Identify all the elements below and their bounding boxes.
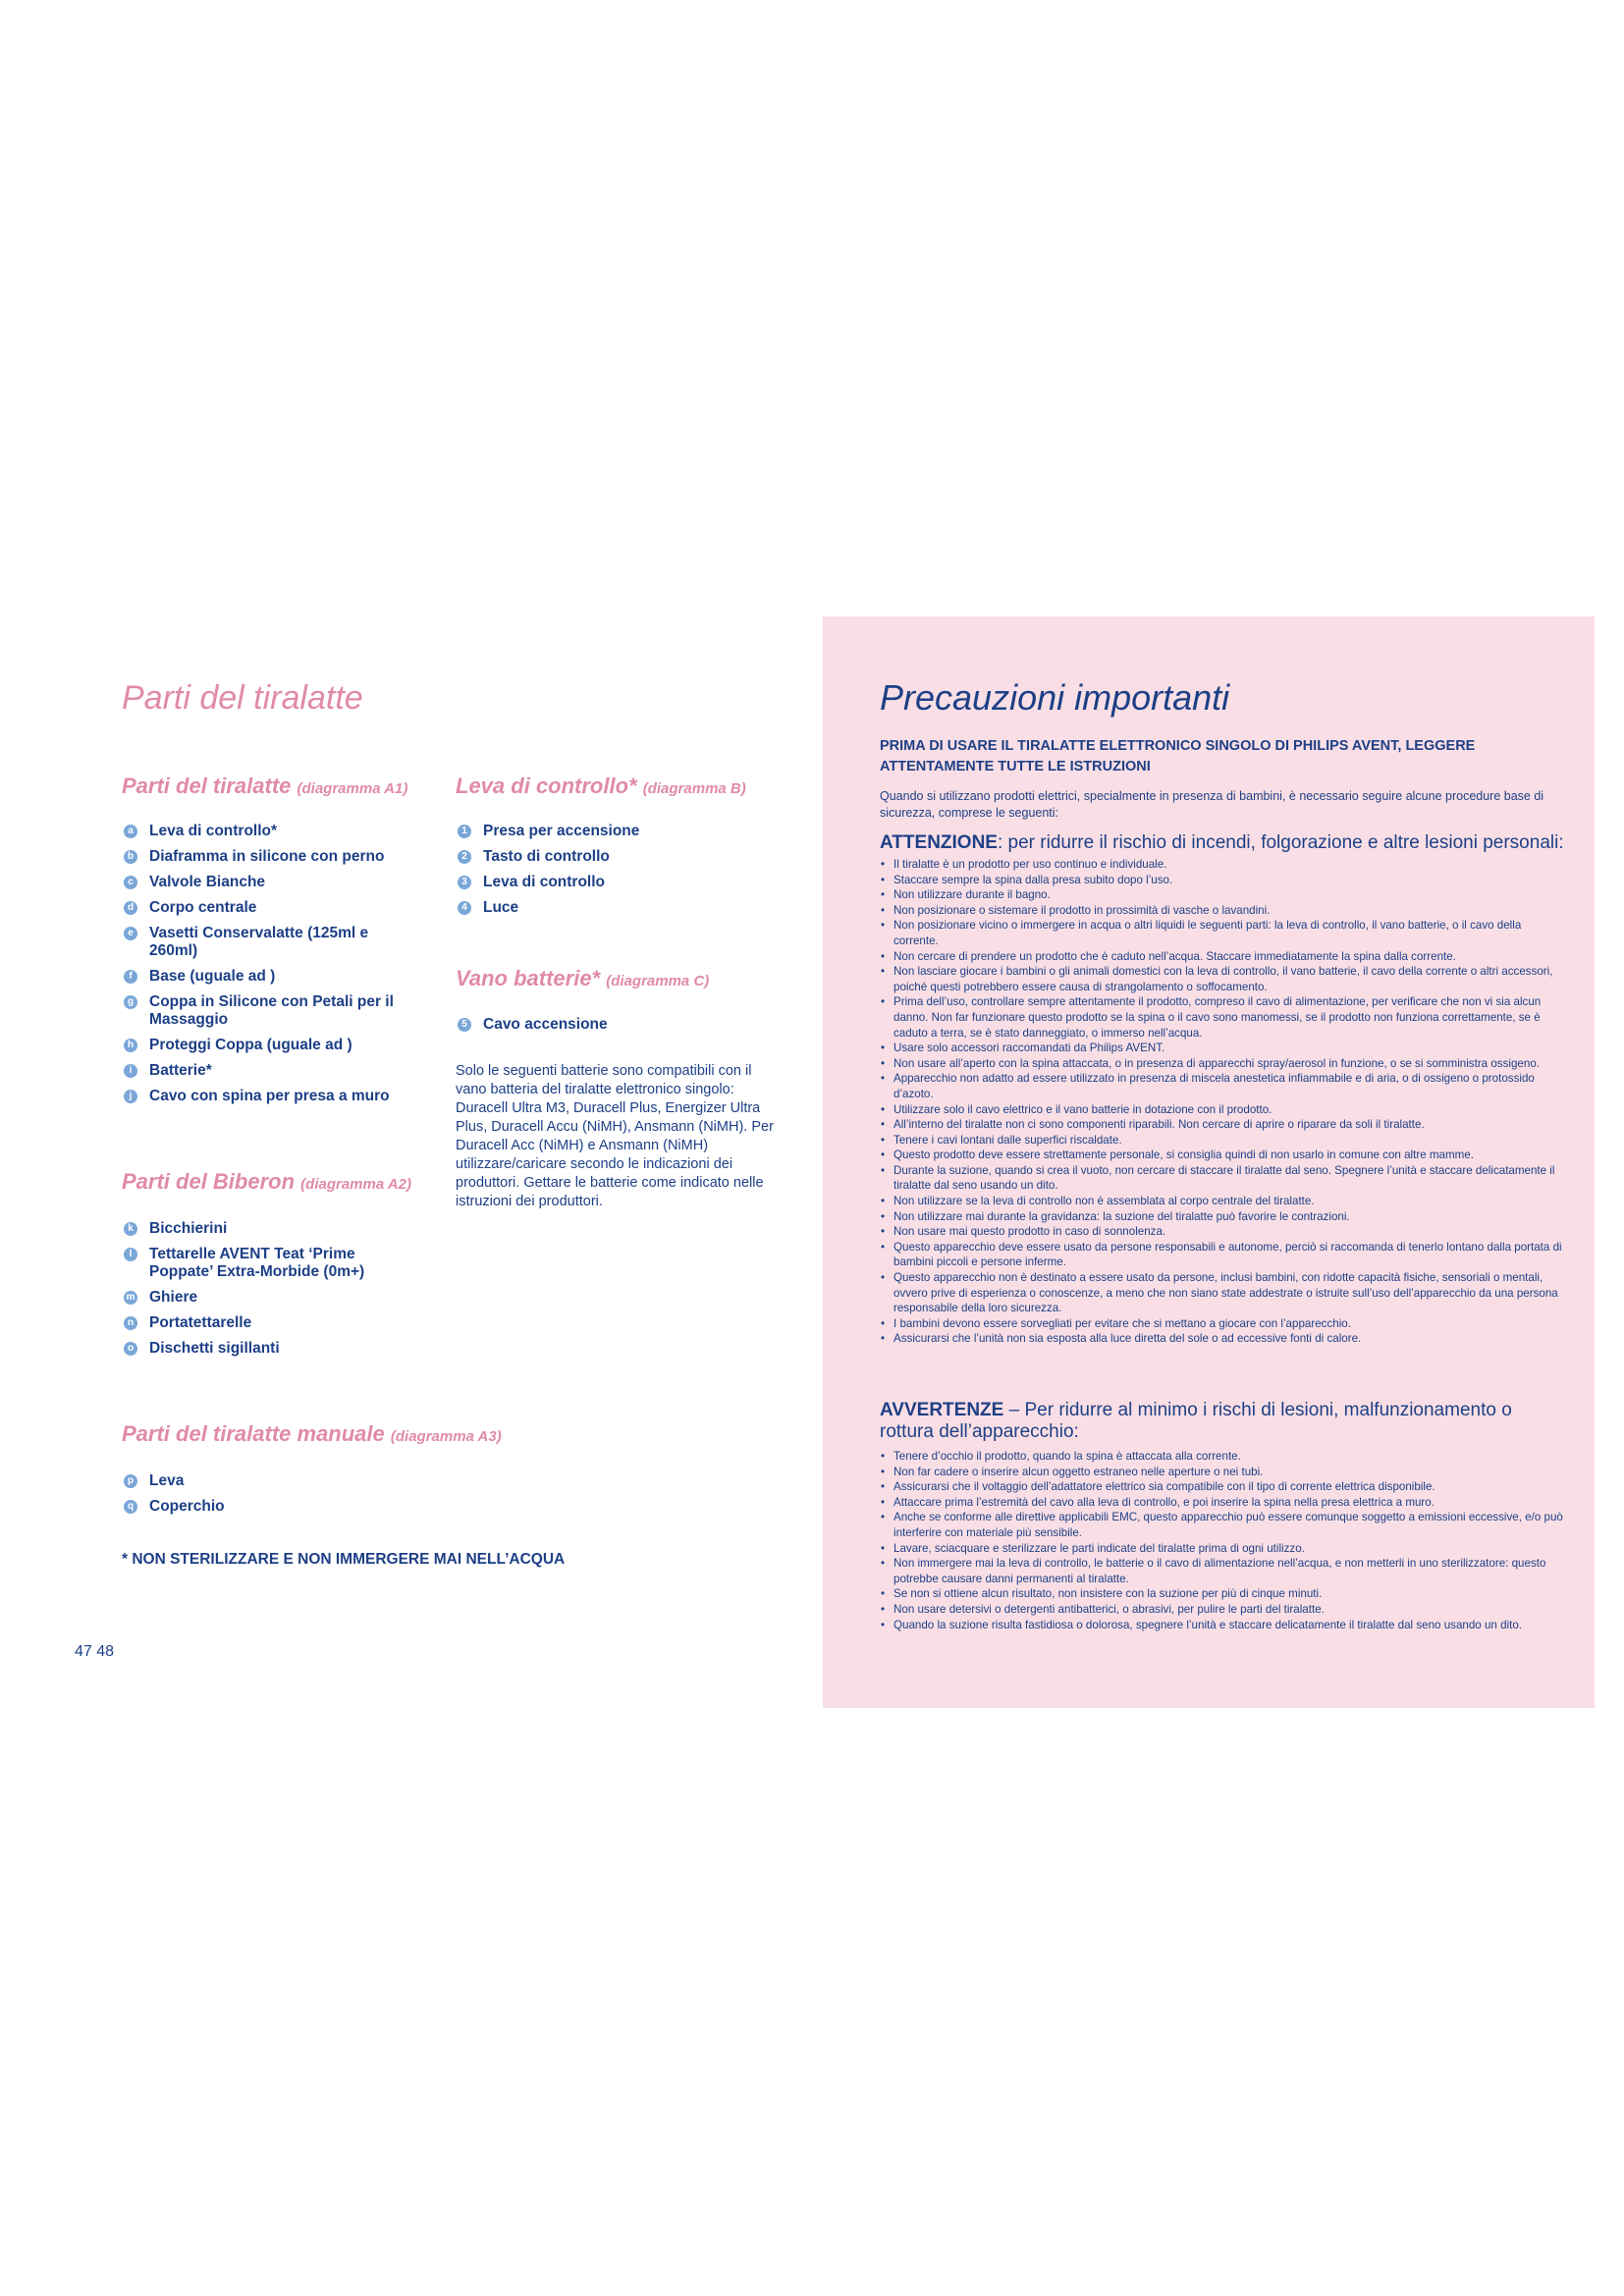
letter-bullet-icon: e	[124, 927, 137, 940]
battery-compartment-title-text: Vano batterie*	[456, 966, 601, 990]
list-item	[124, 1062, 418, 1080]
list-item-label: Tettarelle AVENT Teat ‘Prime Poppate’ Extra-Morbide (0m+)	[149, 1246, 365, 1280]
letter-bullet-icon: g	[124, 995, 137, 1009]
list-item: • Staccare sempre la spina dalla presa subito dopo l’uso.	[880, 873, 1567, 888]
battery-compartment-title	[456, 966, 709, 991]
list-item: • Questo apparecchio non è destinato a essere usato da persone, inclusi bambini, con ridotte capacità fisiche, sensoriali o mentali, ovvero prive di esperienza o conoscenze, a meno che non siano state addestrate o istruite sull’uso dell’apparecchio da una persona responsabile della loro sicurezza.	[880, 1270, 1567, 1316]
list-item: • Prima dell’uso, controllare sempre attentamente il prodotto, compreso il cavo di alimentazione, per verificare che non vi sia alcun danno. Non far funzionare questo prodotto se la spina o il cavo sono manomessi, se il prodotto non funziona correttamente, se è caduto a terra, se è stato danneggiato, o immerso nell’acqua.	[880, 994, 1567, 1041]
battery-note: Solo le seguenti batterie sono compatibili con il vano batteria del tiralatte elettronico singolo: Duracell Ultra M3, Duracell Plus, Energizer Ultra Plus, Duracell Accu (NiMH), Ansmann (NiMH). Per Duracell Acc (NiMH) e Ansmann (NiMH) utilizzare/caricare secondo le indicazioni dei produttori. Gettare le batterie come indicato nelle istruzioni dei produttori.	[456, 1063, 774, 1209]
letter-bullet-icon: 2	[458, 850, 471, 864]
list-item	[124, 1472, 418, 1490]
letter-bullet-icon: k	[124, 1222, 137, 1236]
list-item-label: Valvole Bianche	[149, 874, 266, 890]
letter-bullet-icon: b	[124, 850, 137, 864]
bottle-parts-subtitle: (diagramma A2)	[300, 1176, 411, 1193]
letter-bullet-icon: j	[124, 1090, 137, 1103]
list-item-label: Vasetti Conservalatte (125ml e 260ml)	[149, 925, 369, 959]
letter-bullet-icon: a	[124, 825, 137, 838]
attention-heading	[880, 832, 1567, 854]
warnings-list	[880, 1449, 1567, 1632]
list-item	[124, 848, 418, 866]
attention-list	[880, 857, 1567, 1347]
pump-parts-subtitle: (diagramma A1)	[297, 780, 408, 797]
list-item	[458, 1016, 752, 1034]
list-item-label: Proteggi Coppa (uguale ad )	[149, 1037, 352, 1053]
list-item	[124, 823, 418, 840]
control-lever-title	[456, 774, 746, 799]
list-item: • Non posizionare o sistemare il prodotto in prossimità di vasche o lavandini.	[880, 903, 1567, 919]
list-item	[124, 1289, 418, 1307]
letter-bullet-icon: h	[124, 1039, 137, 1052]
control-lever-title-text: Leva di controllo*	[456, 774, 637, 798]
list-item-label: Leva di controllo*	[149, 823, 278, 839]
list-item: • Non posizionare vicino o immergere in acqua o altri liquidi le seguenti parti: la leva di controllo, il vano batterie, o il cavo della corrente.	[880, 918, 1567, 948]
control-lever-list	[458, 823, 752, 925]
manual-parts-subtitle: (diagramma A3)	[390, 1428, 502, 1445]
letter-bullet-icon: i	[124, 1064, 137, 1078]
pump-parts-title	[122, 774, 407, 799]
list-item	[124, 925, 418, 960]
letter-bullet-icon: c	[124, 876, 137, 889]
manual-parts-title	[122, 1421, 502, 1447]
warnings-heading	[880, 1400, 1567, 1443]
list-item-label: Dischetti sigillanti	[149, 1340, 280, 1357]
letter-bullet-icon: 4	[458, 901, 471, 915]
list-item-label: Base (uguale ad )	[149, 968, 276, 985]
list-item: • Non utilizzare mai durante la gravidanza: la suzione del tiralatte può favorire le contrazioni.	[880, 1209, 1567, 1225]
list-item-label: Presa per accensione	[483, 823, 640, 839]
precautions-panel	[823, 616, 1595, 1708]
list-item-label: Coperchio	[149, 1498, 225, 1515]
list-item	[124, 993, 418, 1029]
list-item	[124, 1088, 418, 1105]
list-item: • All’interno del tiralatte non ci sono componenti riparabili. Non cercare di aprire o riparare da soli il tiralatte.	[880, 1117, 1567, 1133]
list-item-label: Luce	[483, 899, 519, 916]
list-item	[124, 874, 418, 891]
list-item: • Non immergere mai la leva di controllo, le batterie o il cavo di alimentazione nell’acqua, e non metterli in uno sterilizzatore: questo potrebbe causare danni permanenti al tiralatte.	[880, 1556, 1567, 1586]
list-item: • Questo apparecchio deve essere usato da persone responsabili e autonome, perciò si raccomanda di tenerlo lontano dalla portata di bambini piccoli e persone inferme.	[880, 1240, 1567, 1270]
list-item: • Durante la suzione, quando si crea il vuoto, non cercare di staccare il tiralatte dal seno. Spegnere l’unità e staccare delicatamente il tiralatte dal seno usando un dito.	[880, 1163, 1567, 1194]
list-item	[458, 874, 752, 891]
list-item-label: Ghiere	[149, 1289, 198, 1306]
list-item: • Se non si ottiene alcun risultato, non insistere con la suzione per più di cinque minuti.	[880, 1586, 1567, 1602]
list-item	[458, 899, 752, 917]
list-item	[124, 1498, 418, 1516]
list-item: • Quando la suzione risulta fastidiosa o dolorosa, spegnere l’unità e staccare delicatamente il tiralatte dal seno usando un dito.	[880, 1618, 1567, 1633]
attention-label: ATTENZIONE	[880, 832, 998, 853]
precautions-intro-heading: PRIMA DI USARE IL TIRALATTE ELETTRONICO SINGOLO DI PHILIPS AVENT, LEGGERE ATTENTAMENTE TUTTE LE ISTRUZIONI	[880, 738, 1476, 774]
list-item: • Utilizzare solo il cavo elettrico e il vano batterie in dotazione con il prodotto.	[880, 1102, 1567, 1118]
list-item-label: Coppa in Silicone con Petali per il Massaggio	[149, 993, 394, 1028]
letter-bullet-icon: 1	[458, 825, 471, 838]
list-item	[124, 1220, 418, 1238]
page-title: Parti del tiralatte	[122, 679, 363, 717]
list-item-label: Bicchierini	[149, 1220, 228, 1237]
letter-bullet-icon: m	[124, 1291, 137, 1305]
list-item	[124, 968, 418, 986]
warnings-heading-text: – Per ridurre al minimo i rischi di lesioni, malfunzionamento o rottura dell’apparecchio:	[880, 1400, 1512, 1442]
letter-bullet-icon: n	[124, 1316, 137, 1330]
list-item: • Assicurarsi che l’unità non sia esposta alla luce diretta del sole o ad eccessive fonti di calore.	[880, 1331, 1567, 1347]
letter-bullet-icon: q	[124, 1500, 137, 1514]
list-item: • Assicurarsi che il voltaggio dell’adattatore elettrico sia compatibile con il tipo di corrente elettrica disponibile.	[880, 1479, 1567, 1495]
list-item: • Non lasciare giocare i bambini o gli animali domestici con la leva di controllo, il vano batterie, il cavo della corrente o altri accessori, poiché questi potrebbero essere causa di strangolamento o soffocamento.	[880, 964, 1567, 994]
list-item: • Non usare detersivi o detergenti antibatterici, o abrasivi, per pulire le parti del tiralatte.	[880, 1602, 1567, 1618]
bottle-parts-list	[124, 1220, 418, 1365]
list-item	[458, 848, 752, 866]
list-item: • Anche se conforme alle direttive applicabili EMC, questo apparecchio può essere comunque soggetto a emissioni eccessive, e/o può interferire con materiale più sensibile.	[880, 1510, 1567, 1540]
letter-bullet-icon: d	[124, 901, 137, 915]
letter-bullet-icon: f	[124, 970, 137, 984]
list-item: • Questo prodotto deve essere strettamente personale, si consiglia quindi di non usarlo in comune con altre mamme.	[880, 1148, 1567, 1163]
battery-compartment-subtitle: (diagramma C)	[606, 973, 710, 989]
list-item-label: Cavo con spina per presa a muro	[149, 1088, 390, 1104]
list-item: • Non usare mai questo prodotto in caso di sonnolenza.	[880, 1224, 1567, 1240]
list-item-label: Cavo accensione	[483, 1016, 608, 1033]
pump-parts-list	[124, 823, 418, 1113]
list-item: • Tenere i cavi lontani dalle superfici riscaldate.	[880, 1133, 1567, 1148]
letter-bullet-icon: l	[124, 1248, 137, 1261]
list-item	[124, 899, 418, 917]
precautions-intro-text: Quando si utilizzano prodotti elettrici, specialmente in presenza di bambini, è necessario seguire alcune procedure base di sicurezza, comprese le seguenti:	[880, 789, 1544, 820]
list-item-label: Tasto di controllo	[483, 848, 610, 865]
letter-bullet-icon: 3	[458, 876, 471, 889]
list-item: • Lavare, sciacquare e sterilizzare le parti indicate del tiralatte prima di ogni utilizzo.	[880, 1541, 1567, 1557]
attention-heading-text: : per ridurre il rischio di incendi, folgorazione e altre lesioni personali:	[997, 832, 1564, 853]
list-item-label: Leva	[149, 1472, 185, 1489]
list-item: • Usare solo accessori raccomandati da Philips AVENT.	[880, 1041, 1567, 1056]
page-numbers: 47 48	[75, 1643, 115, 1660]
manual-parts-title-text: Parti del tiralatte manuale	[122, 1421, 385, 1446]
list-item: • Non far cadere o inserire alcun oggetto estraneo nelle aperture o nei tubi.	[880, 1465, 1567, 1480]
list-item	[124, 1314, 418, 1332]
battery-compartment-list	[458, 1016, 752, 1041]
pump-parts-title-text: Parti del tiralatte	[122, 774, 292, 798]
list-item-label: Corpo centrale	[149, 899, 257, 916]
letter-bullet-icon: p	[124, 1474, 137, 1488]
sterilize-warning: * NON STERILIZZARE E NON IMMERGERE MAI NELL’ACQUA	[122, 1551, 566, 1568]
list-item-label: Leva di controllo	[483, 874, 606, 890]
list-item-label: Portatettarelle	[149, 1314, 252, 1331]
bottle-parts-title	[122, 1169, 411, 1195]
list-item	[124, 1246, 418, 1281]
list-item	[124, 1340, 418, 1358]
list-item: • Non cercare di prendere un prodotto che è caduto nell’acqua. Staccare immediatamente la spina dalla corrente.	[880, 949, 1567, 965]
manual-parts-list	[124, 1472, 418, 1523]
control-lever-subtitle: (diagramma B)	[642, 780, 746, 797]
list-item: • I bambini devono essere sorvegliati per evitare che si mettano a giocare con l’apparecchio.	[880, 1316, 1567, 1332]
letter-bullet-icon: o	[124, 1342, 137, 1356]
list-item: • Apparecchio non adatto ad essere utilizzato in presenza di miscela anestetica infiammabile e di aria, o di ossigeno o protossido d’azoto.	[880, 1071, 1567, 1101]
list-item: • Il tiralatte è un prodotto per uso continuo e individuale.	[880, 857, 1567, 873]
bottle-parts-title-text: Parti del Biberon	[122, 1169, 296, 1194]
list-item-label: Batterie*	[149, 1062, 212, 1079]
letter-bullet-icon: 5	[458, 1018, 471, 1032]
list-item: • Non usare all’aperto con la spina attaccata, o in presenza di apparecchi spray/aerosol in funzione, o se si somministra ossigeno.	[880, 1056, 1567, 1072]
warnings-label: AVVERTENZE	[880, 1400, 1004, 1420]
list-item: • Non utilizzare se la leva di controllo non è assemblata al corpo centrale del tiralatte.	[880, 1194, 1567, 1209]
list-item-label: Diaframma in silicone con perno	[149, 848, 385, 865]
list-item	[124, 1037, 418, 1054]
list-item: • Non utilizzare durante il bagno.	[880, 887, 1567, 903]
list-item	[458, 823, 752, 840]
list-item: • Attaccare prima l’estremità del cavo alla leva di controllo, e poi inserire la spina nella presa elettrica a muro.	[880, 1495, 1567, 1511]
precautions-title: Precauzioni importanti	[880, 677, 1230, 718]
list-item: • Tenere d’occhio il prodotto, quando la spina è attaccata alla corrente.	[880, 1449, 1567, 1465]
